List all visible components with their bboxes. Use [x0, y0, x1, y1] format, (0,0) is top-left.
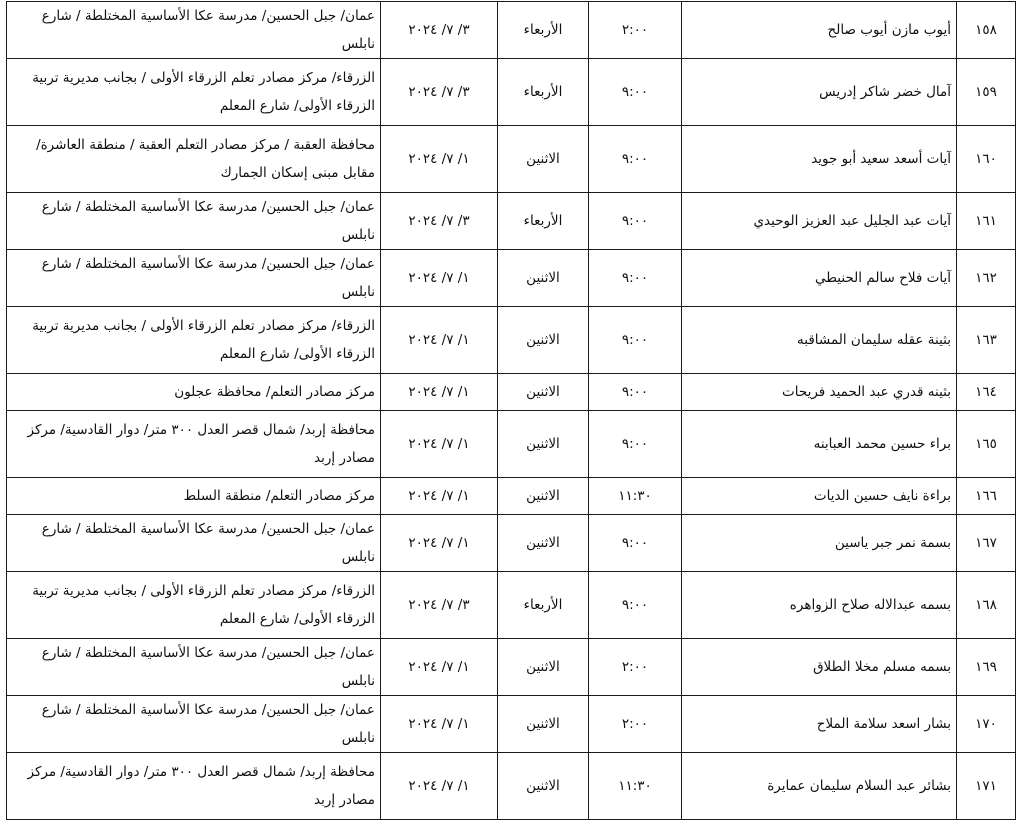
row-number: ١٧٠: [957, 696, 1016, 753]
session-date: ٣/ ٧/ ٢٠٢٤: [381, 193, 498, 250]
session-location: عمان/ جبل الحسين/ مدرسة عكا الأساسية المختلطة / شارع نابلس: [7, 193, 381, 250]
session-time: ٩:٠٠: [589, 250, 682, 307]
session-time: ٩:٠٠: [589, 374, 682, 411]
session-day: الاثنين: [498, 753, 589, 820]
session-day: الأربعاء: [498, 572, 589, 639]
session-date: ٣/ ٧/ ٢٠٢٤: [381, 572, 498, 639]
session-day: الاثنين: [498, 307, 589, 374]
session-day: الاثنين: [498, 639, 589, 696]
session-location: محافظة العقبة / مركز مصادر التعلم العقبة / منطقة العاشرة/ مقابل مبنى إسكان الجمارك: [7, 126, 381, 193]
row-number: ١٦٥: [957, 411, 1016, 478]
session-time: ٩:٠٠: [589, 411, 682, 478]
session-date: ١/ ٧/ ٢٠٢٤: [381, 753, 498, 820]
person-name: بثينة عقله سليمان المشاقبه: [682, 307, 957, 374]
session-location: مركز مصادر التعلم/ محافظة عجلون: [7, 374, 381, 411]
session-date: ١/ ٧/ ٢٠٢٤: [381, 126, 498, 193]
row-number: ١٦٠: [957, 126, 1016, 193]
session-location: عمان/ جبل الحسين/ مدرسة عكا الأساسية المختلطة / شارع نابلس: [7, 2, 381, 59]
session-location: عمان/ جبل الحسين/ مدرسة عكا الأساسية المختلطة / شارع نابلس: [7, 639, 381, 696]
person-name: آيات عبد الجليل عبد العزيز الوحيدي: [682, 193, 957, 250]
person-name: آيات فلاح سالم الحنيطي: [682, 250, 957, 307]
table-row: [7, 193, 1016, 250]
table-row: [7, 753, 1016, 820]
session-date: ١/ ٧/ ٢٠٢٤: [381, 307, 498, 374]
table-row: [7, 572, 1016, 639]
row-number: ١٧١: [957, 753, 1016, 820]
row-number: ١٦٣: [957, 307, 1016, 374]
session-location: عمان/ جبل الحسين/ مدرسة عكا الأساسية المختلطة / شارع نابلس: [7, 696, 381, 753]
session-location: الزرقاء/ مركز مصادر تعلم الزرقاء الأولى / بجانب مديرية تربية الزرقاء الأولى/ شارع المعلم: [7, 572, 381, 639]
session-time: ٩:٠٠: [589, 193, 682, 250]
session-time: ٢:٠٠: [589, 2, 682, 59]
session-day: الاثنين: [498, 374, 589, 411]
person-name: آمال خضر شاكر إدريس: [682, 59, 957, 126]
session-time: ٩:٠٠: [589, 126, 682, 193]
session-time: ١١:٣٠: [589, 478, 682, 515]
session-date: ٣/ ٧/ ٢٠٢٤: [381, 2, 498, 59]
table-row: [7, 374, 1016, 411]
table-row: [7, 307, 1016, 374]
exam-schedule-table: [6, 1, 1016, 820]
session-location: محافظة إربد/ شمال قصر العدل ٣٠٠ متر/ دوار القادسية/ مركز مصادر إربد: [7, 411, 381, 478]
session-day: الاثنين: [498, 411, 589, 478]
row-number: ١٦٦: [957, 478, 1016, 515]
row-number: ١٥٨: [957, 2, 1016, 59]
session-time: ٩:٠٠: [589, 572, 682, 639]
person-name: بشائر عبد السلام سليمان عمايرة: [682, 753, 957, 820]
row-number: ١٥٩: [957, 59, 1016, 126]
row-number: ١٦٤: [957, 374, 1016, 411]
session-date: ١/ ٧/ ٢٠٢٤: [381, 374, 498, 411]
table-row: [7, 696, 1016, 753]
session-date: ٣/ ٧/ ٢٠٢٤: [381, 59, 498, 126]
session-day: الاثنين: [498, 478, 589, 515]
row-number: ١٦٩: [957, 639, 1016, 696]
table-row: [7, 411, 1016, 478]
session-time: ٢:٠٠: [589, 696, 682, 753]
session-date: ١/ ٧/ ٢٠٢٤: [381, 696, 498, 753]
table-row: [7, 515, 1016, 572]
table-row: [7, 126, 1016, 193]
table-row: [7, 59, 1016, 126]
session-date: ١/ ٧/ ٢٠٢٤: [381, 250, 498, 307]
person-name: آيات أسعد سعيد أبو جويد: [682, 126, 957, 193]
session-location: الزرقاء/ مركز مصادر تعلم الزرقاء الأولى / بجانب مديرية تربية الزرقاء الأولى/ شارع المعلم: [7, 307, 381, 374]
person-name: بثينه قدري عبد الحميد فريحات: [682, 374, 957, 411]
session-location: الزرقاء/ مركز مصادر تعلم الزرقاء الأولى / بجانب مديرية تربية الزرقاء الأولى/ شارع المعلم: [7, 59, 381, 126]
session-date: ١/ ٧/ ٢٠٢٤: [381, 515, 498, 572]
session-date: ١/ ٧/ ٢٠٢٤: [381, 411, 498, 478]
session-day: الاثنين: [498, 126, 589, 193]
row-number: ١٦٧: [957, 515, 1016, 572]
session-location: عمان/ جبل الحسين/ مدرسة عكا الأساسية المختلطة / شارع نابلس: [7, 515, 381, 572]
person-name: براء حسين محمد العبابنه: [682, 411, 957, 478]
session-location: عمان/ جبل الحسين/ مدرسة عكا الأساسية المختلطة / شارع نابلس: [7, 250, 381, 307]
table-row: [7, 639, 1016, 696]
session-date: ١/ ٧/ ٢٠٢٤: [381, 639, 498, 696]
session-day: الاثنين: [498, 515, 589, 572]
table-row: [7, 2, 1016, 59]
person-name: براءة نايف حسين الديات: [682, 478, 957, 515]
table-row: [7, 478, 1016, 515]
person-name: أيوب مازن أيوب صالح: [682, 2, 957, 59]
session-location: محافظة إربد/ شمال قصر العدل ٣٠٠ متر/ دوار القادسية/ مركز مصادر إربد: [7, 753, 381, 820]
session-time: ٩:٠٠: [589, 515, 682, 572]
row-number: ١٦١: [957, 193, 1016, 250]
session-day: الاثنين: [498, 250, 589, 307]
person-name: بشار اسعد سلامة الملاح: [682, 696, 957, 753]
session-time: ٩:٠٠: [589, 307, 682, 374]
person-name: بسمه عبدالاله صلاح الزواهره: [682, 572, 957, 639]
session-time: ٢:٠٠: [589, 639, 682, 696]
row-number: ١٦٢: [957, 250, 1016, 307]
session-time: ٩:٠٠: [589, 59, 682, 126]
session-day: الأربعاء: [498, 59, 589, 126]
schedule-body: [7, 2, 1016, 820]
session-day: الاثنين: [498, 696, 589, 753]
session-day: الأربعاء: [498, 193, 589, 250]
session-location: مركز مصادر التعلم/ منطقة السلط: [7, 478, 381, 515]
session-day: الأربعاء: [498, 2, 589, 59]
row-number: ١٦٨: [957, 572, 1016, 639]
session-time: ١١:٣٠: [589, 753, 682, 820]
person-name: بسمة نمر جبر ياسين: [682, 515, 957, 572]
person-name: بسمه مسلم مخلا الطلاق: [682, 639, 957, 696]
table-row: [7, 250, 1016, 307]
session-date: ١/ ٧/ ٢٠٢٤: [381, 478, 498, 515]
